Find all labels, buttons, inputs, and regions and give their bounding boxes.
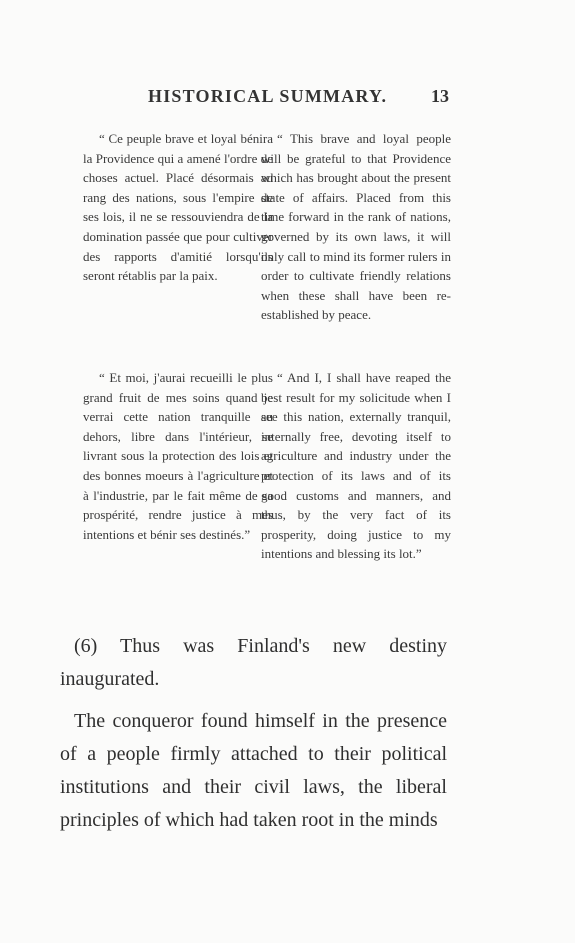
page-number: 13	[431, 86, 449, 106]
french-paragraph-2	[83, 368, 273, 544]
body-paragraph-1: (6) Thus was Finland's new destiny inaugurated.	[60, 635, 447, 690]
running-title: HISTORICAL SUMMARY.	[148, 86, 388, 106]
main-body-text	[60, 630, 447, 837]
english-paragraph-2	[261, 368, 451, 564]
page-header	[0, 86, 575, 110]
english-paragraph-1-text: “ This brave and loyal people will be grateful to that Providence which has brought about the present state of affairs. Placed from this time forward in the rank of nations, governed by its own laws, it will only call to mind its former rulers in order to cultivate friendly relations when these shall have been re-established by peace.	[261, 131, 451, 323]
body-paragraph-2: The conqueror found himself in the presence of a people firmly attached to their political institutions and their civil laws, the liberal principles of which had taken root in the minds	[60, 710, 447, 831]
french-paragraph-2-text: “ Et moi, j'aurai recueilli le plus grand fruit de mes soins quand je verrai cette nation tranquille au dehors, libre dans l'intérieur, se livrant sous la protection des lois et des bonnes moeurs à l'agriculture et à l'industrie, par le fait même de sa prospérité, rendre justice à mes intentions et bénir ses destinés.”	[83, 370, 273, 542]
french-paragraph-1-text: “ Ce peuple brave et loyal bénira la Providence qui a amené l'ordre de choses actuel. Placé désormais au rang des nations, sous l'empire de ses lois, il ne se ressouviendra de la domination passée que pour cultiver des rapports d'amitié lorsqu'ils seront rétablis par la paix.	[83, 131, 273, 284]
english-paragraph-1	[261, 129, 451, 325]
french-paragraph-1	[83, 129, 273, 286]
english-paragraph-2-text: “ And I, I shall have reaped the best result for my solicitude when I see this nation, externally tranquil, internally free, devoting itself to agriculture and industry under the protection of its laws and of its good customs and manners, and thus, by the very fact of its prosperity, doing justice to my intentions and blessing its lot.”	[261, 370, 451, 562]
